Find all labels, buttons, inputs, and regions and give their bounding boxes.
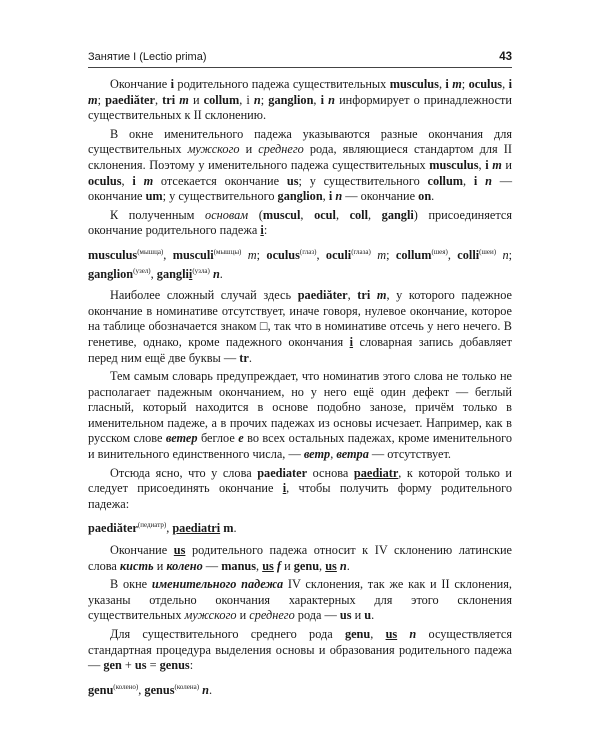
paragraph: Отсюда ясно, что у слова paediater основа paediatr, к которой только и следует присоединять окончание i, чтобы получить форму родительного падежа: [88, 465, 513, 511]
example-line: paediăter$^{(педиатр)}$, paediatri m. [88, 521, 237, 536]
paragraph: К полученным основам (muscul, ocul, coll, gangli) присоединяется окончание родительного падежа i: [88, 207, 512, 238]
header-rule [88, 67, 512, 68]
body-text [88, 77, 512, 704]
paragraph: Наиболее сложный случай здесь paediăter, tri m, у которого падежное окончание в номинативе отсутствует, иначе говоря, нулевое окончание, которое на таблице обозначается знаком □, так что в номинативе отсечь у него нечего. В генетиве, однако, кроме падежного окончания i словарная запись добавляет перед ним ещё две буквы — tr. [88, 288, 512, 365]
chapter-title: Занятие I (Lectio prima) [88, 51, 207, 63]
running-header [88, 47, 512, 63]
example-line: genu$^{(колено)}$, genus$^{(колена)}$ n. [88, 682, 213, 697]
paragraph: В окне именительного падежа указываются разные окончания для существительных мужского и среднего рода, являющиеся стандартом для II склонения. Поэтому у именительного падежа существительных musculus, i m и oculus, i m отсекается окончание us; у существительного collum, i n — окончание um; у существительного ganglion, i n — окончание on. [88, 126, 513, 204]
page-number: 43 [499, 51, 512, 63]
paragraph: В окне именительного падежа IV склонения, так же как и II склонения, указаны отдельно окончания характерных для этого склонения существительных мужского и среднего рода — us и u. [88, 577, 512, 623]
paragraph: Для существительного среднего рода genu, us n осуществляется стандартная процедура выделения основы и образования родительного падежа — gen + us = genus: [88, 627, 512, 673]
paragraph: Окончание us родительного падежа относит к IV склонению латинские слова кисть и колено — manus, us f и genu, us n. [88, 543, 513, 573]
example-line: musculus$^{(мышца)}$, musculi$^{(мышцы)}$ m; oculus$^{(глаз)}$, oculi$^{(глаза)}$ m; collum$^{(шея)}$, colli$^{(шеи)}$ n; ganglion$^{(узел)}$, ganglii$^{(узла)}$ n. [88, 247, 513, 281]
paragraph: Окончание i родительного падежа существительных musculus, i m; oculus, i m; paediăter, tri m и collum, i n; ganglion, i n информирует о принадлежности существительных к II склонению. [88, 77, 513, 123]
paragraph: Тем самым словарь предупреждает, что номинатив этого слова не только не располагает падежным окончанием, но у него ещё один дефект — беглый гласный, который находится в основе подобно занозе, причём только в именительном падеже, а в прочих падежах из основы исчезает. Например, как в русском слове ветер беглое е во всех остальных падежах, кроме именительного и винительного единственного числа, — ветр, ветра — отсутствует. [88, 369, 512, 462]
